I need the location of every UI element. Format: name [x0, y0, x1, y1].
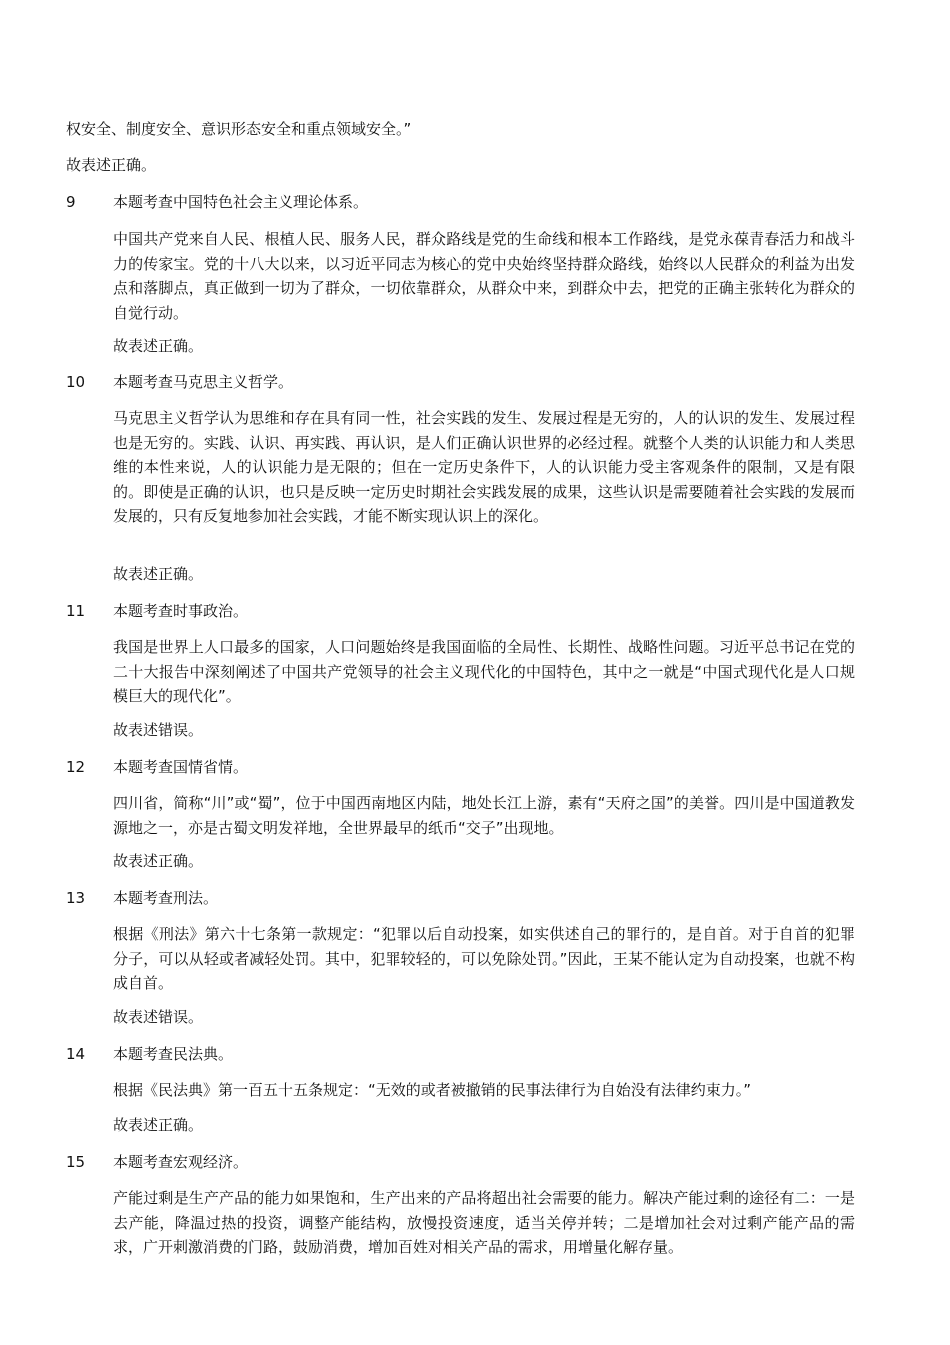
intro-tail-text: 权安全、制度安全、意识形态安全和重点领域安全。”	[66, 120, 412, 138]
question-verdict: 故表述正确。	[113, 852, 204, 870]
question-number: 12	[66, 758, 86, 776]
question-heading: 本题考查民法典。	[113, 1045, 234, 1063]
question-verdict: 故表述正确。	[113, 337, 204, 355]
intro-verdict: 故表述正确。	[66, 156, 157, 174]
question-explanation: 根据《刑法》第六十七条第一款规定：“犯罪以后自动投案，如实供述自己的罪行的，是自首。对于自首的犯罪分子，可以从轻或者减轻处罚。其中，犯罪较轻的，可以免除处罚。”因此，王某不能认定为自动投案，也就不构成自首。	[113, 925, 855, 992]
question-explanation: 四川省，简称“川”或“蜀”，位于中国西南地区内陆，地处长江上游，素有“天府之国”的美誉。四川是中国道教发源地之一，亦是古蜀文明发祥地，全世界最早的纸币“交子”出现地。	[113, 794, 855, 837]
question-number: 10	[66, 373, 86, 391]
question-explanation: 根据《民法典》第一百五十五条规定：“无效的或者被撤销的民事法律行为自始没有法律约束力。”	[113, 1081, 752, 1099]
question-heading: 本题考查国情省情。	[113, 758, 249, 776]
question-heading: 本题考查马克思主义哲学。	[113, 373, 294, 391]
question-verdict: 故表述错误。	[113, 721, 204, 739]
question-verdict: 故表述错误。	[113, 1008, 204, 1026]
question-explanation: 产能过剩是生产产品的能力如果饱和，生产出来的产品将超出社会需要的能力。解决产能过剩的途径有二：一是去产能，降温过热的投资，调整产能结构，放慢投资速度，适当关停并转；二是增加社会对过剩产能产品的需求，广开刺激消费的门路，鼓励消费，增加百姓对相关产品的需求，用增量化解存量。	[113, 1189, 855, 1256]
question-explanation: 中国共产党来自人民、根植人民、服务人民，群众路线是党的生命线和根本工作路线，是党永葆青春活力和战斗力的传家宝。党的十八大以来，以习近平同志为核心的党中央始终坚持群众路线，始终以人民群众的利益为出发点和落脚点，真正做到一切为了群众，一切依靠群众，从群众中来，到群众中去，把党的正确主张转化为群众的自觉行动。	[113, 230, 855, 322]
question-verdict: 故表述正确。	[113, 565, 204, 583]
question-number: 15	[66, 1153, 86, 1171]
question-heading: 本题考查宏观经济。	[113, 1153, 249, 1171]
question-heading: 本题考查时事政治。	[113, 602, 249, 620]
question-number: 9	[66, 193, 76, 211]
question-heading: 本题考查刑法。	[113, 889, 219, 907]
question-heading: 本题考查中国特色社会主义理论体系。	[113, 193, 369, 211]
question-verdict: 故表述正确。	[113, 1116, 204, 1134]
question-explanation: 马克思主义哲学认为思维和存在具有同一性，社会实践的发生、发展过程是无穷的，人的认识的发生、发展过程也是无穷的。实践、认识、再实践、再认识，是人们正确认识世界的必经过程。就整个人类的认识能力和人类思维的本性来说，人的认识能力是无限的；但在一定历史条件下，人的认识能力受主客观条件的限制，又是有限的。即使是正确的认识，也只是反映一定历史时期社会实践发展的成果，这些认识是需要随着社会实践的发展而发展的，只有反复地参加社会实践，才能不断实现认识上的深化。	[113, 409, 855, 525]
question-number: 13	[66, 889, 86, 907]
question-explanation: 我国是世界上人口最多的国家，人口问题始终是我国面临的全局性、长期性、战略性问题。习近平总书记在党的二十大报告中深刻阐述了中国共产党领导的社会主义现代化的中国特色，其中之一就是“中国式现代化是人口规模巨大的现代化”。	[113, 638, 855, 705]
question-number: 11	[66, 602, 86, 620]
question-number: 14	[66, 1045, 86, 1063]
